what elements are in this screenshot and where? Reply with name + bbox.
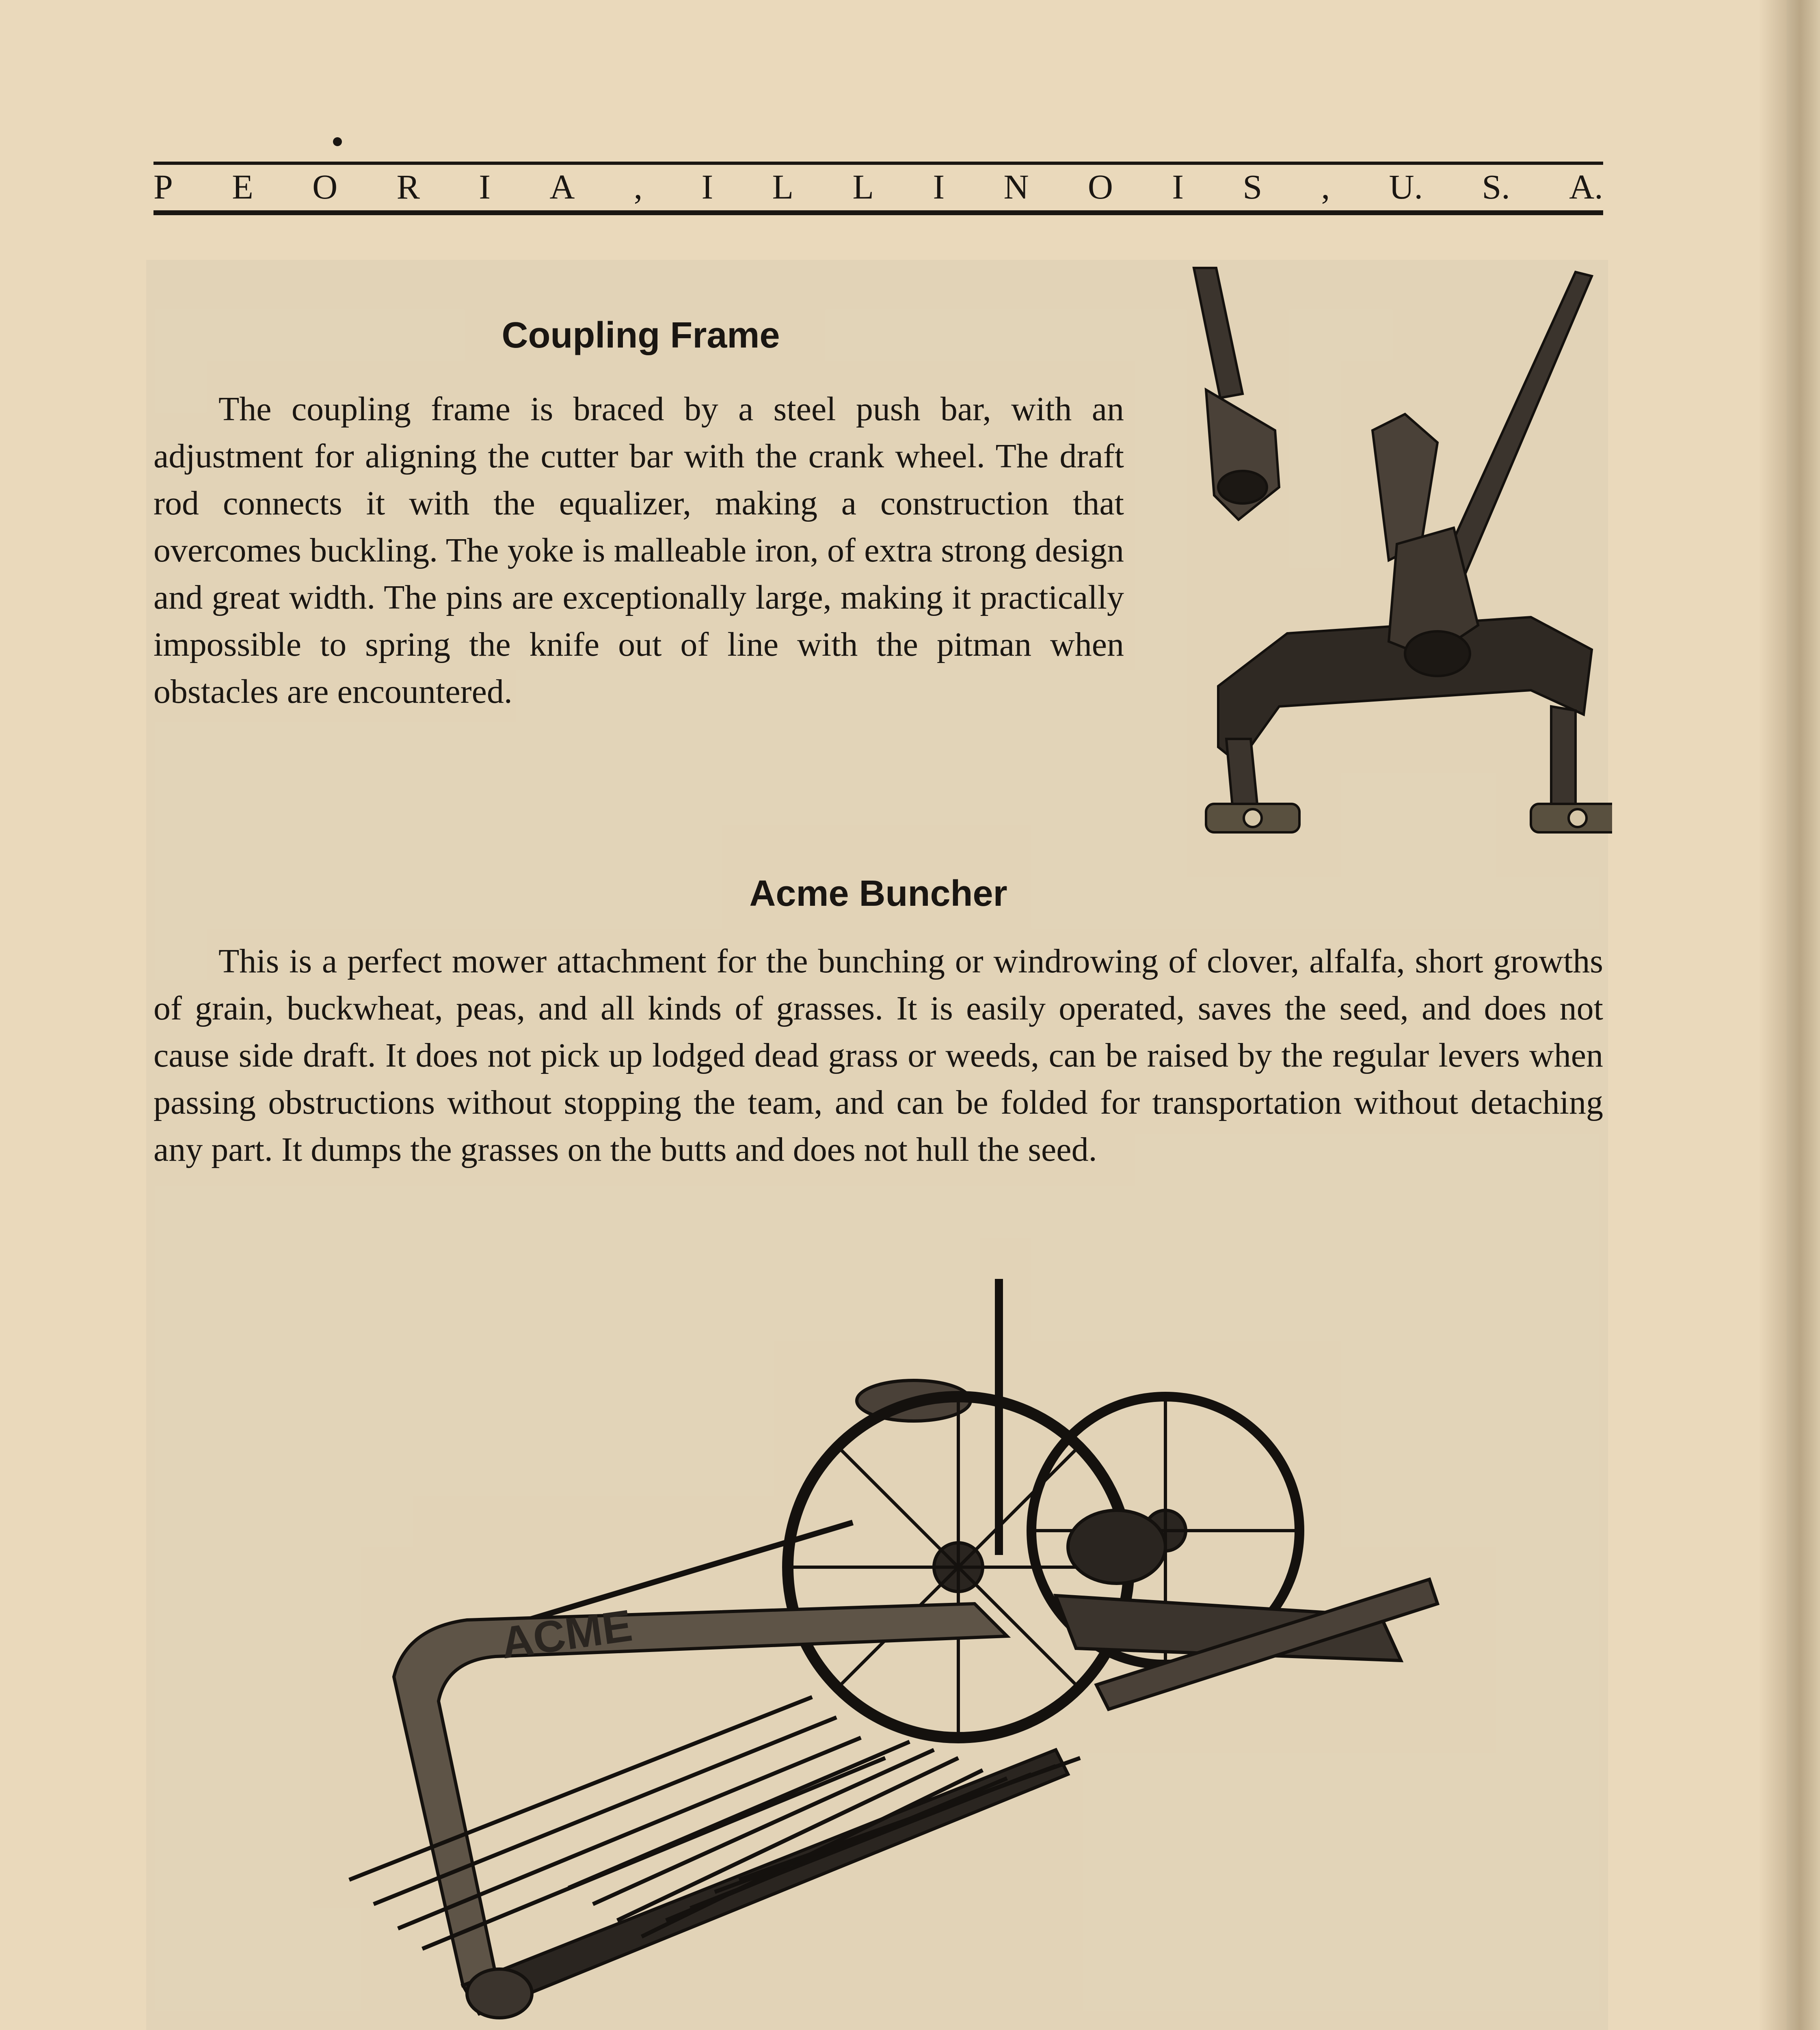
header-letter: U. (1389, 167, 1423, 206)
header-letter: N (1003, 167, 1029, 206)
acme-brand-stencil: ACME (498, 1600, 635, 1668)
header-letter: I (933, 167, 945, 206)
header-letter: , (1321, 167, 1330, 206)
header-letter: L (772, 167, 794, 206)
header-letter: P (153, 167, 173, 206)
acme-buncher-paragraph (153, 938, 1603, 1173)
header-letter: I (479, 167, 491, 206)
acme-buncher-body: This is a perfect mower attachment for the bunching or windrowing of clover, alfalfa, short growths of grain, buckwheat, peas, and all kinds of grasses. It is easily operated, saves the seed, and does not cause side draft. It does not pick up lodged dead grass or weeds, can be raised by the regular levers when passing obstructions without stopping the team, and can be folded for transportation without detaching any part. It dumps the grasses on the butts and does not hull the seed. (153, 942, 1603, 1168)
running-header (153, 162, 1603, 211)
header-letter: E (232, 167, 253, 206)
coupling-frame-paragraph (153, 386, 1124, 715)
header-letter: I (701, 167, 713, 206)
header-letter: I (1172, 167, 1184, 206)
page-gutter-shadow (1758, 0, 1787, 2030)
acme-buncher-title: Acme Buncher (749, 873, 1007, 914)
header-letter: R (396, 167, 420, 206)
header-letter: O (1087, 167, 1113, 206)
coupling-frame-body: The coupling frame is braced by a steel push bar, with an adjustment for aligning the cutter bar with the crank wheel. The draft rod connects it with the equalizer, making a construction that overcomes buckling. The yoke is malleable iron, of extra strong design and great width. The pins are exceptionally large, making it practically impossible to spring the knife out of line with the pitman when obstacles are encountered. (153, 390, 1124, 710)
header-letter: O (312, 167, 338, 206)
header-letter: S. (1482, 167, 1510, 206)
header-rule-bottom (153, 210, 1603, 215)
header-letter: S (1243, 167, 1262, 206)
header-letter: A (549, 167, 575, 206)
acme-buncher-illustration (325, 1271, 1462, 2030)
coupling-frame-illustration (1145, 260, 1612, 853)
coupling-frame-title: Coupling Frame (501, 315, 780, 356)
header-letter: , (633, 167, 643, 206)
ink-dot (333, 137, 342, 146)
header-letter: A. (1569, 167, 1603, 206)
next-page-edge (1787, 0, 1820, 2030)
header-letter: L (852, 167, 874, 206)
